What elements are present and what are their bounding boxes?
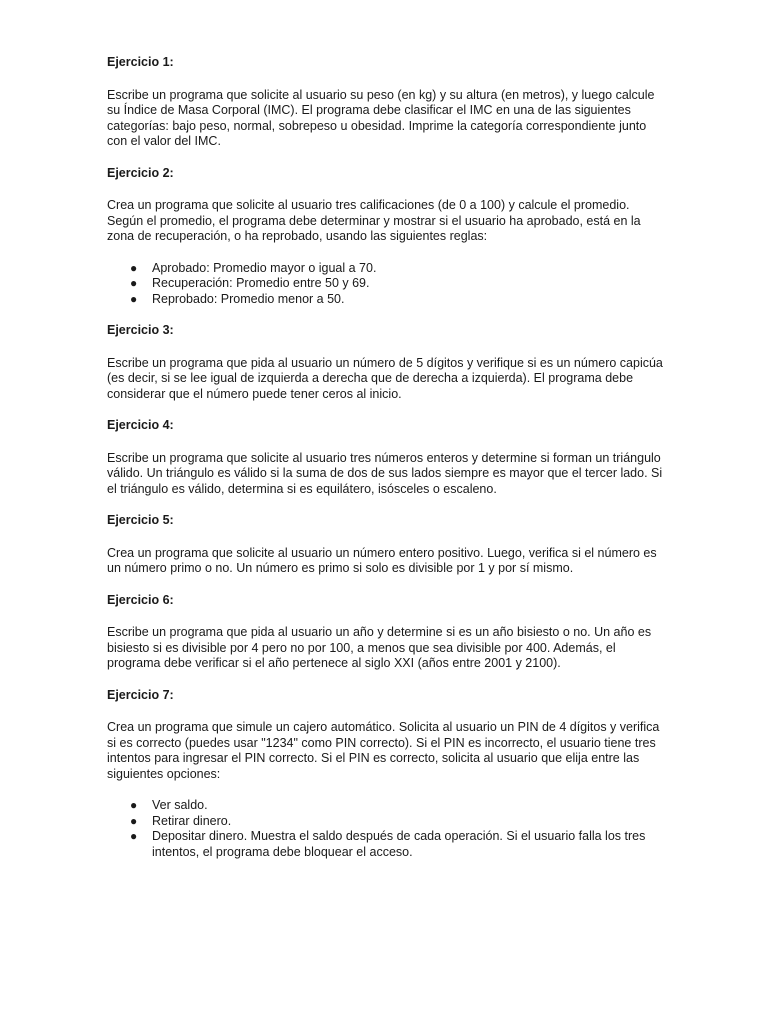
exercise-4: [107, 418, 663, 497]
bullet-icon: ●: [130, 276, 138, 290]
exercise-title: Ejercicio 1:: [107, 55, 174, 69]
exercise-7: [107, 688, 663, 861]
exercise-title: Ejercicio 6:: [107, 592, 174, 607]
exercise-description: Crea un programa que solicite al usuario tres calificaciones (de 0 a 100) y calcule el promedio. Según el promedio, el programa debe determinar y mostrar si el usuario ha aprobado, está en la zona de recuperación, o ha reprobado, usando las siguientes reglas:: [107, 198, 641, 243]
document-page: [107, 55, 663, 876]
exercise-3: [107, 323, 663, 402]
exercise-6: [107, 593, 663, 672]
bullet-icon: ●: [130, 260, 138, 275]
list-item-text: Reprobado: Promedio menor a 50.: [152, 291, 345, 306]
list-item-text: Aprobado: Promedio mayor o igual a 70.: [152, 260, 377, 275]
exercise-title: Ejercicio 3:: [107, 323, 174, 337]
exercise-description: Escribe un programa que pida al usuario un número de 5 dígitos y verifique si es un número capicúa (es decir, si se lee igual de izquierda a derecha que de derecha a izquierda). El programa debe considerar que el número puede tener ceros al inicio.: [107, 355, 663, 401]
bullet-icon: ●: [130, 291, 138, 306]
exercise-title: Ejercicio 7:: [107, 687, 174, 702]
list-item: [130, 813, 663, 830]
bullet-icon: ●: [130, 813, 138, 828]
list-item-text: Depositar dinero. Muestra el saldo después de cada operación. Si el usuario falla los tres intentos, el programa debe bloquear el acceso.: [152, 829, 646, 859]
list-item: [130, 276, 663, 292]
exercise-description: Crea un programa que solicite al usuario un número entero positivo. Luego, verifica si el número es un número primo o no. Un número es primo si solo es divisible por 1 y por sí mismo.: [107, 545, 657, 575]
list-item-text: Recuperación: Promedio entre 50 y 69.: [152, 276, 370, 290]
rules-list: [107, 261, 663, 308]
exercise-description: Crea un programa que simule un cajero automático. Solicita al usuario un PIN de 4 dígitos y verifica si es correcto (puedes usar "1234" como PIN correcto). Si el PIN es incorrecto, el usuario tiene tres intentos para ingresar el PIN correcto. Si el PIN es correcto, solicita al usuario que elija entre las siguientes opciones:: [107, 720, 660, 781]
exercise-title: Ejercicio 2:: [107, 165, 174, 180]
exercise-1: [107, 55, 663, 150]
list-item: [130, 260, 663, 277]
exercise-description: Escribe un programa que solicite al usuario su peso (en kg) y su altura (en metros), y luego calcule su Índice de Masa Corporal (IMC). El programa debe clasificar el IMC en una de las siguientes categorías: bajo peso, normal, sobrepeso u obesidad. Imprime la categoría correspondiente junto con el valor del IMC.: [107, 87, 655, 148]
bullet-icon: ●: [130, 829, 138, 843]
list-item-text: Retirar dinero.: [152, 813, 232, 828]
exercise-title: Ejercicio 4:: [107, 418, 174, 432]
options-list: [107, 798, 663, 860]
exercise-5: [107, 513, 663, 577]
exercise-description: Escribe un programa que pida al usuario un año y determine si es un año bisiesto o no. Un año es bisiesto si es divisible por 4 pero no por 100, a menos que sea divisible por 400. Además, el programa debe verificar si el año pertenece al siglo XXI (años entre 2001 y 2100).: [107, 625, 652, 670]
bullet-icon: ●: [130, 798, 138, 812]
exercise-title: Ejercicio 5:: [107, 513, 174, 527]
list-item: [130, 798, 663, 814]
list-item: [130, 829, 663, 860]
exercise-2: [107, 166, 663, 308]
list-item-text: Ver saldo.: [152, 798, 208, 812]
exercise-description: Escribe un programa que solicite al usuario tres números enteros y determine si forman un triángulo válido. Un triángulo es válido si la suma de dos de sus lados siempre es mayor que el tercer lado. Si el triángulo es válido, determina si es equilátero, isósceles o escaleno.: [107, 450, 663, 496]
list-item: [130, 291, 663, 308]
